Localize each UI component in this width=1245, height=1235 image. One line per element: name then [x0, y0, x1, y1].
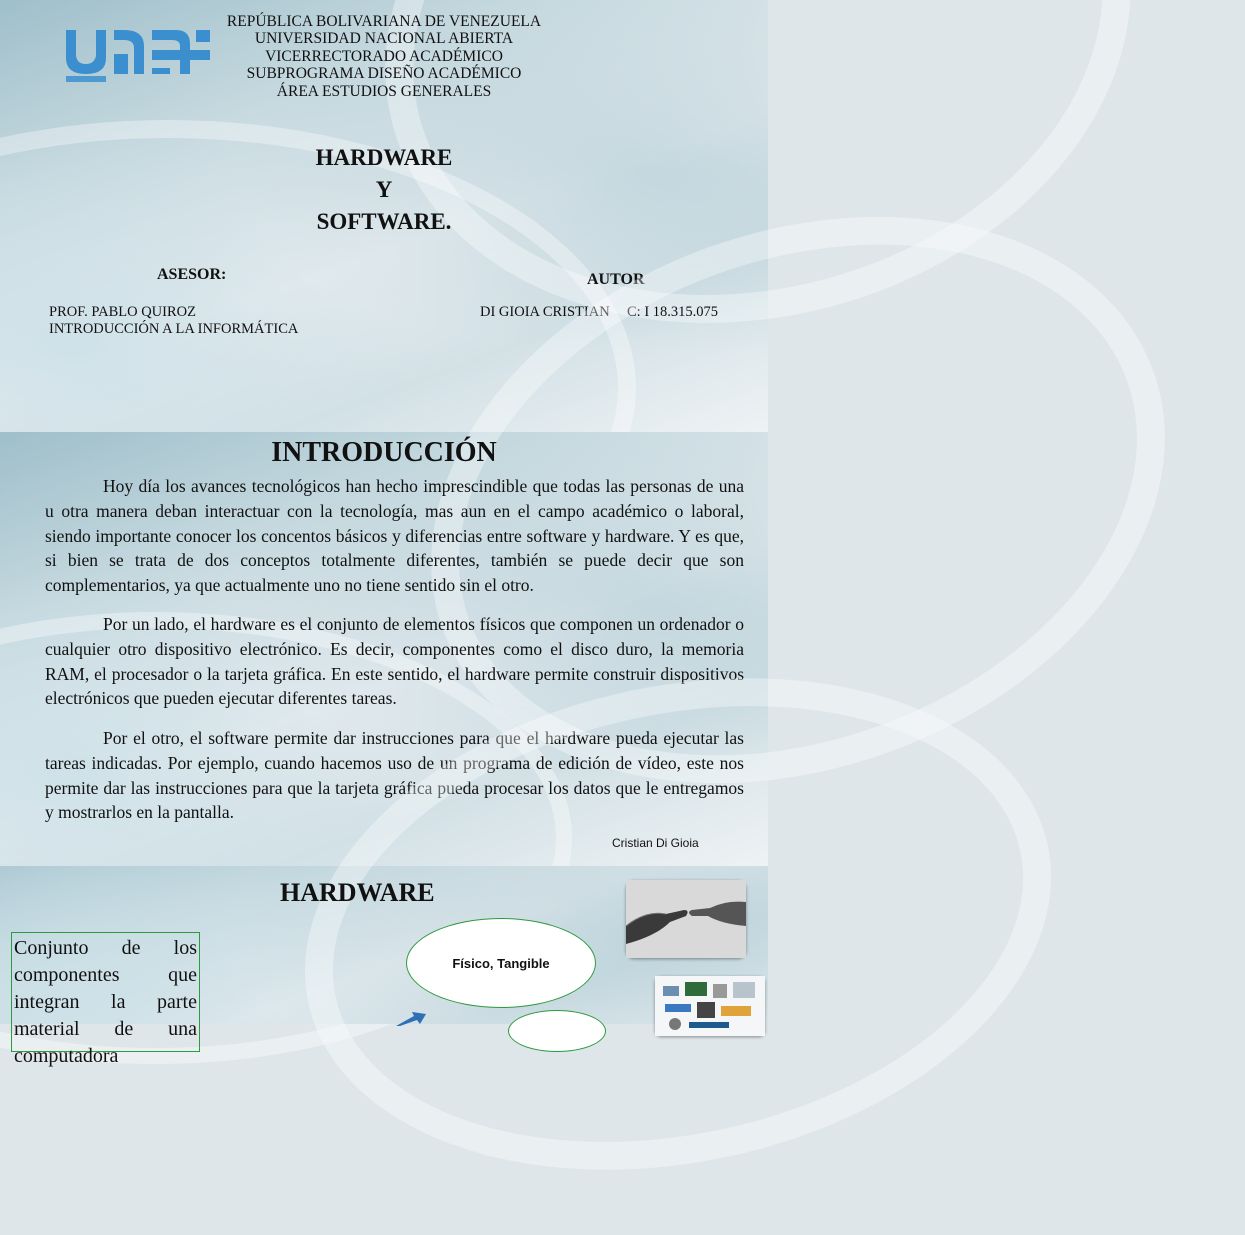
signature: Cristian Di Gioia: [612, 836, 699, 850]
institution-header: [200, 13, 568, 100]
header-line: UNIVERSIDAD NACIONAL ABIERTA: [254, 30, 514, 48]
header-line: REPÚBLICA BOLIVARIANA DE VENEZUELA: [226, 13, 542, 30]
cover-slide: [0, 0, 768, 432]
header-line: SUBPROGRAMA DISEÑO ACADÉMICO: [246, 65, 522, 83]
concept-oval-secondary: [508, 1010, 606, 1052]
intro-paragraph: Por el otro, el software permite dar instrucciones para que el hardware pueda ejecutar las tareas indicadas. Por ejemplo, cuando hacemos uso de un programa de edición de vídeo, este nos permite dar las instrucciones para que la tarjeta gráfica pueda procesar los datos que le entregamos y mostrarlos en la pantalla.: [45, 728, 744, 823]
intro-paragraph: Hoy día los avances tecnológicos han hecho imprescindible que todas las personas de una u otra manera deban interactuar con la tecnología, mas aun en el campo académico o laboral, siendo importante conocer los concentos básicos y diferencias entre software y hardware. Y es que, si bien se trata de dos conceptos totalmente diferentes, también se puede decir que son complementarios, ya que actualmente uno no tiene sentido sin el otro.: [45, 476, 744, 596]
title-line: HARDWARE: [315, 145, 453, 170]
asesor-name: PROF. PABLO QUIROZ: [49, 304, 196, 320]
autor-id: C: I 18.315.075: [627, 304, 719, 320]
autor-name: DI GIOIA CRISTIAN: [480, 304, 610, 320]
concept-oval-label: Físico, Tangible: [452, 955, 550, 971]
autor-label: AUTOR: [587, 271, 645, 288]
asesor-label: ASESOR:: [157, 266, 227, 283]
header-line: ÁREA ESTUDIOS GENERALES: [276, 82, 492, 100]
una-logo-icon: [66, 24, 210, 84]
title-line: SOFTWARE.: [316, 209, 452, 234]
section-title: HARDWARE: [280, 878, 435, 907]
concept-oval: [406, 918, 596, 1008]
definition-box: Conjunto de los componentes que integran la parte material de una computadora: [11, 932, 200, 1052]
hardware-slide: [0, 866, 768, 1067]
header-line: VICERRECTORADO ACADÉMICO: [265, 47, 503, 65]
asesor-info: [49, 304, 298, 337]
section-title: INTRODUCCIÓN: [271, 437, 497, 468]
arrow-icon: [396, 1012, 426, 1026]
cover-title: [234, 142, 534, 238]
title-line: Y: [375, 177, 393, 202]
hardware-components-photo-icon: [655, 976, 765, 1036]
intro-paragraph: Por un lado, el hardware es el conjunto de elementos físicos que componen un ordenador o cualquier otro dispositivo electrónico. Es decir, componentes como el disco duro, la memoria RAM, el procesador o la tarjeta gráfica. En este sentido, el hardware permite construir dispositivos electrónicos que pueden ejecutar diferentes tareas.: [45, 614, 744, 709]
asesor-course: INTRODUCCIÓN A LA INFORMÁTICA: [49, 320, 299, 337]
introduction-slide: [0, 432, 768, 866]
hands-touch-photo-icon: [626, 880, 746, 958]
